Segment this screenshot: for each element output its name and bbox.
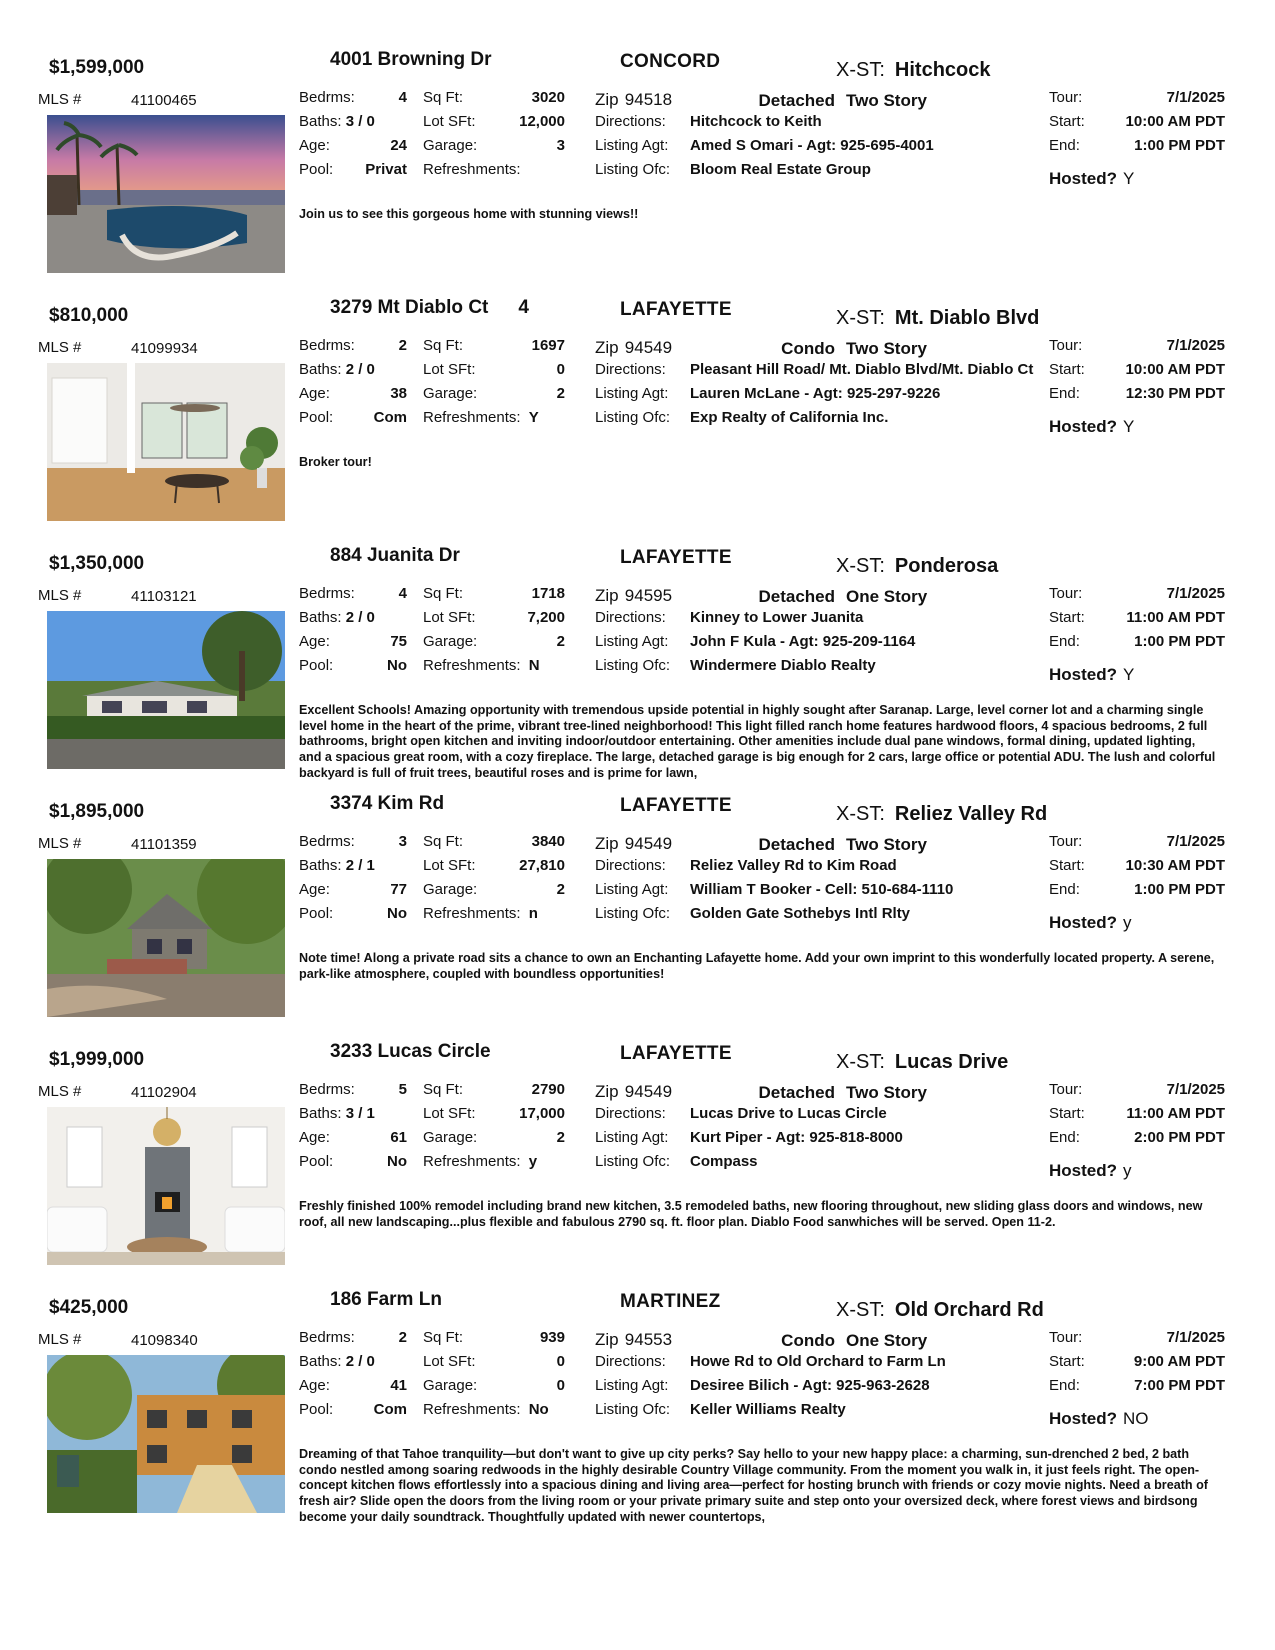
end-time: 1:00 PM PDT (1134, 137, 1225, 154)
listing-remarks: Broker tour! (299, 455, 372, 469)
cross-street (836, 555, 998, 578)
garage-label: Garage: (423, 137, 478, 154)
lot-label: Lot SFt: (423, 1105, 476, 1122)
zip-value: 94518 (624, 90, 673, 109)
cross-street (836, 1299, 1044, 1322)
mls-number: 41098340 (131, 1332, 198, 1349)
age-value: 61 (390, 1129, 407, 1146)
listing-city: MARTINEZ (620, 1291, 721, 1312)
listing-price: $810,000 (49, 305, 129, 326)
refreshments-label: Refreshments: n (423, 905, 538, 922)
tour-label: Tour: (1049, 585, 1083, 602)
listing-card (0, 293, 1275, 555)
age-value: 24 (390, 137, 407, 154)
agent-value: John F Kula - Agt: 925-209-1164 (690, 633, 916, 650)
directions-label: Directions: (595, 857, 666, 874)
end-label: End: (1049, 1377, 1080, 1394)
office-value: Keller Williams Realty (690, 1401, 846, 1418)
street-address: 186 Farm Ln (330, 1289, 442, 1310)
story-count: One Story (846, 587, 928, 606)
tour-date: 7/1/2025 (1166, 89, 1225, 106)
tour-label: Tour: (1049, 1081, 1083, 1098)
pool-dusk-photo[interactable] (47, 115, 285, 273)
agent-label: Listing Agt: (595, 1129, 669, 1146)
hosted-value: Y (1123, 169, 1135, 188)
property-type: Condo (781, 1331, 835, 1350)
directions-value: Howe Rd to Old Orchard to Farm Ln (690, 1353, 946, 1370)
street-address: 3233 Lucas Circle (330, 1041, 491, 1062)
listing-city: CONCORD (620, 51, 721, 72)
listing-price: $1,999,000 (49, 1049, 145, 1070)
lot-label: Lot SFt: (423, 113, 476, 130)
hosted-label: Hosted? (1049, 1409, 1117, 1428)
lot-label: Lot SFt: (423, 609, 476, 626)
zip-label: Zip 94549 (595, 1082, 673, 1101)
directions-value: Kinney to Lower Juanita (690, 609, 864, 626)
baths-label: Baths: 2 / 0 (299, 1353, 375, 1370)
property-type: Detached (758, 1083, 835, 1102)
sqft-value: 1718 (531, 585, 565, 602)
baths-label: Baths: 3 / 0 (299, 113, 375, 130)
end-time: 2:00 PM PDT (1134, 1129, 1225, 1146)
bedrooms-value: 4 (398, 585, 407, 602)
office-label: Listing Ofc: (595, 905, 671, 922)
age-value: 75 (390, 633, 407, 650)
listing-city: LAFAYETTE (620, 547, 732, 568)
agent-value: Lauren McLane - Agt: 925-297-9226 (690, 385, 941, 402)
age-label: Age: (299, 633, 330, 650)
hosted-label: Hosted? (1049, 913, 1117, 932)
pool-value: Privat (365, 161, 407, 178)
listing-price: $1,895,000 (49, 801, 145, 822)
baths-value: 2 / 0 (345, 609, 375, 626)
property-type: Detached (758, 835, 835, 854)
start-time: 9:00 AM PDT (1133, 1353, 1225, 1370)
lot-value: 7,200 (527, 609, 565, 626)
street-address: 3374 Kim Rd (330, 793, 445, 814)
end-label: End: (1049, 1129, 1080, 1146)
bedrooms-label: Bedrms: (299, 833, 355, 850)
refreshments-label: Refreshments: (423, 161, 521, 178)
listing-remarks: Freshly finished 100% remodel including brand new kitchen, 3.5 remodeled baths, new flooring throughout, new sliding glass doors and windows, new roof, all new landscaping...plus flexible and fabulous 2790 sq. ft. floor plan. Diablo Food sanwhiches will be served. Open 11-2. (299, 1199, 1203, 1229)
refreshments-label: Refreshments: y (423, 1153, 538, 1170)
bedrooms-label: Bedrms: (299, 1329, 355, 1346)
sqft-label: Sq Ft: (423, 1081, 464, 1098)
zip-label: Zip 94518 (595, 90, 673, 109)
office-label: Listing Ofc: (595, 1153, 671, 1170)
garage-label: Garage: (423, 1377, 478, 1394)
end-time: 7:00 PM PDT (1134, 1377, 1225, 1394)
listing-card (0, 45, 1275, 307)
pool-value: Com (373, 409, 407, 426)
mls-label: MLS # (38, 339, 82, 356)
baths-value: 3 / 0 (345, 113, 375, 130)
garage-value: 2 (556, 881, 565, 898)
listing-remarks: Join us to see this gorgeous home with stunning views!! (299, 207, 639, 221)
property-type: Condo (781, 339, 835, 358)
refreshments-value: Y (528, 409, 539, 426)
age-value: 38 (390, 385, 407, 402)
age-label: Age: (299, 881, 330, 898)
agent-label: Listing Agt: (595, 385, 669, 402)
sqft-value: 3020 (531, 89, 565, 106)
refreshments-label: Refreshments: N (423, 657, 540, 674)
agent-label: Listing Agt: (595, 633, 669, 650)
zip-value: 94595 (624, 586, 673, 605)
bedrooms-value: 5 (398, 1081, 407, 1098)
end-label: End: (1049, 385, 1080, 402)
office-label: Listing Ofc: (595, 657, 671, 674)
garage-value: 2 (556, 385, 565, 402)
story-count: Two Story (846, 91, 927, 110)
tour-label: Tour: (1049, 89, 1083, 106)
hosted-label: Hosted? (1049, 1161, 1117, 1180)
mls-number: 41099934 (131, 340, 198, 357)
hosted-value: y (1123, 913, 1132, 932)
start-time: 10:30 AM PDT (1125, 857, 1225, 874)
cross-street-value: Lucas Drive (894, 1051, 1009, 1073)
refreshments-value: y (528, 1153, 538, 1170)
refreshments-value: n (528, 905, 538, 922)
lot-value: 0 (556, 1353, 565, 1370)
tour-date: 7/1/2025 (1166, 1081, 1225, 1098)
property-type: Detached (758, 587, 835, 606)
mls-number: 41103121 (131, 588, 197, 605)
hosted-label: Hosted? (1049, 665, 1117, 684)
end-time: 1:00 PM PDT (1134, 881, 1225, 898)
cross-street-value: Old Orchard Rd (894, 1299, 1044, 1321)
story-count: Two Story (846, 339, 927, 358)
refreshments-label: Refreshments: Y (423, 409, 539, 426)
tour-label: Tour: (1049, 337, 1083, 354)
mls-number: 41100465 (131, 92, 197, 109)
cross-street-label: X-ST: (836, 555, 885, 577)
office-value: Exp Realty of California Inc. (690, 409, 889, 426)
listing-card (0, 789, 1275, 1051)
cross-street (836, 307, 1039, 330)
agent-value: Amed S Omari - Agt: 925-695-4001 (690, 137, 934, 154)
office-label: Listing Ofc: (595, 1401, 671, 1418)
bedrooms-value: 4 (398, 89, 407, 106)
baths-value: 3 / 1 (345, 1105, 375, 1122)
ranch-exterior-photo[interactable] (47, 611, 285, 769)
listing-price: $1,599,000 (49, 57, 145, 78)
directions-label: Directions: (595, 1353, 666, 1370)
pool-label: Pool: (299, 657, 334, 674)
end-label: End: (1049, 137, 1080, 154)
baths-value: 2 / 1 (345, 857, 375, 874)
agent-value: Desiree Bilich - Agt: 925-963-2628 (690, 1377, 930, 1394)
listing-address[interactable] (330, 793, 580, 815)
age-value: 77 (390, 881, 407, 898)
pool-label: Pool: (299, 905, 334, 922)
hosted-value: Y (1123, 417, 1135, 436)
hosted-indicator (1049, 169, 1134, 189)
sqft-label: Sq Ft: (423, 89, 464, 106)
sqft-label: Sq Ft: (423, 833, 464, 850)
unit-number: 4 (518, 297, 529, 318)
sqft-value: 3840 (531, 833, 565, 850)
start-label: Start: (1049, 113, 1085, 130)
cross-street (836, 803, 1047, 826)
baths-label: Baths: 2 / 0 (299, 609, 375, 626)
garage-value: 2 (556, 633, 565, 650)
cross-street-label: X-ST: (836, 1299, 885, 1321)
zip-value: 94549 (624, 338, 673, 357)
listing-card (0, 1285, 1275, 1547)
mls-number: 41101359 (131, 836, 197, 853)
listing-city: LAFAYETTE (620, 299, 732, 320)
pool-label: Pool: (299, 409, 334, 426)
cross-street-value: Reliez Valley Rd (894, 803, 1048, 825)
sqft-label: Sq Ft: (423, 337, 464, 354)
story-count: One Story (846, 1331, 928, 1350)
listing-remarks: Dreaming of that Tahoe tranquility—but don't want to give up city perks? Say hello to your new happy place: a charming, sun-drenched 2 bed, 2 bath condo nestled among soaring redwoods in the highly desirable Country Village community. From the moment you walk in, it just feels right. The open-concept kitchen flows effortlessly into a spacious dining and living area—perfect for hosting brunch with friends or cozy movie nights. Need a breath of fresh air? Slide open the doors from the living room or your private primary suite and step onto your oversized deck, where forest views and birdsong become your daily soundtrack. Thoughtfully updated with newer countertops, (299, 1447, 1208, 1524)
zip-value: 94549 (624, 834, 673, 853)
baths-label: Baths: 3 / 1 (299, 1105, 375, 1122)
agent-value: Kurt Piper - Agt: 925-818-8000 (690, 1129, 903, 1146)
cross-street-label: X-ST: (836, 59, 885, 81)
cross-street-value: Hitchcock (894, 59, 991, 81)
start-label: Start: (1049, 1105, 1085, 1122)
tour-date: 7/1/2025 (1166, 337, 1225, 354)
start-label: Start: (1049, 1353, 1085, 1370)
garage-value: 3 (556, 137, 565, 154)
lot-value: 17,000 (519, 1105, 565, 1122)
hosted-value: Y (1123, 665, 1135, 684)
office-value: Windermere Diablo Realty (690, 657, 876, 674)
mls-label: MLS # (38, 1083, 82, 1100)
directions-value: Hitchcock to Keith (690, 113, 822, 130)
baths-label: Baths: 2 / 1 (299, 857, 375, 874)
refreshments-value: N (528, 657, 540, 674)
directions-value: Reliez Valley Rd to Kim Road (690, 857, 897, 874)
zip-label: Zip 94595 (595, 586, 673, 605)
office-label: Listing Ofc: (595, 161, 671, 178)
mls-label: MLS # (38, 587, 82, 604)
living-fireplace-photo[interactable] (47, 1107, 285, 1265)
sqft-value: 2790 (531, 1081, 565, 1098)
end-label: End: (1049, 881, 1080, 898)
listing-price: $425,000 (49, 1297, 129, 1318)
hosted-indicator (1049, 665, 1134, 685)
cross-street-value: Ponderosa (894, 555, 999, 577)
cross-street-value: Mt. Diablo Blvd (894, 307, 1040, 329)
directions-label: Directions: (595, 609, 666, 626)
listing-card (0, 541, 1275, 803)
street-address: 4001 Browning Dr (330, 49, 492, 70)
mls-label: MLS # (38, 91, 82, 108)
hosted-indicator (1049, 1161, 1132, 1181)
interior-dining-photo[interactable] (47, 363, 285, 521)
listing-address[interactable] (330, 297, 580, 319)
pool-value: No (387, 1153, 407, 1170)
refreshments-label: Refreshments: No (423, 1401, 549, 1418)
agent-label: Listing Agt: (595, 1377, 669, 1394)
garage-label: Garage: (423, 633, 478, 650)
lot-label: Lot SFt: (423, 361, 476, 378)
agent-label: Listing Agt: (595, 137, 669, 154)
tour-date: 7/1/2025 (1166, 833, 1225, 850)
story-count: Two Story (846, 1083, 927, 1102)
condo-complex-photo[interactable] (47, 1355, 285, 1513)
age-value: 41 (390, 1377, 407, 1394)
office-value: Golden Gate Sothebys Intl Rlty (690, 905, 911, 922)
directions-label: Directions: (595, 113, 666, 130)
baths-label: Baths: 2 / 0 (299, 361, 375, 378)
wooded-home-photo[interactable] (47, 859, 285, 1017)
agent-value: William T Booker - Cell: 510-684-1110 (690, 881, 954, 898)
bedrooms-label: Bedrms: (299, 585, 355, 602)
age-label: Age: (299, 1129, 330, 1146)
age-label: Age: (299, 137, 330, 154)
cross-street-label: X-ST: (836, 803, 885, 825)
bedrooms-label: Bedrms: (299, 89, 355, 106)
office-value: Bloom Real Estate Group (690, 161, 871, 178)
directions-label: Directions: (595, 1105, 666, 1122)
sqft-label: Sq Ft: (423, 585, 464, 602)
zip-label: Zip 94549 (595, 834, 673, 853)
hosted-indicator (1049, 913, 1132, 933)
pool-label: Pool: (299, 1401, 334, 1418)
tour-label: Tour: (1049, 1329, 1083, 1346)
age-label: Age: (299, 1377, 330, 1394)
start-time: 11:00 AM PDT (1126, 1105, 1225, 1122)
baths-value: 2 / 0 (345, 1353, 375, 1370)
listing-city: LAFAYETTE (620, 1043, 732, 1064)
agent-label: Listing Agt: (595, 881, 669, 898)
start-label: Start: (1049, 361, 1085, 378)
age-label: Age: (299, 385, 330, 402)
pool-value: No (387, 905, 407, 922)
lot-label: Lot SFt: (423, 857, 476, 874)
mls-number: 41102904 (131, 1084, 197, 1101)
listing-address[interactable] (330, 545, 580, 567)
lot-value: 12,000 (519, 113, 565, 130)
sqft-label: Sq Ft: (423, 1329, 464, 1346)
hosted-value: y (1123, 1161, 1132, 1180)
start-time: 10:00 AM PDT (1125, 361, 1225, 378)
pool-value: No (387, 657, 407, 674)
office-label: Listing Ofc: (595, 409, 671, 426)
bedrooms-label: Bedrms: (299, 337, 355, 354)
tour-label: Tour: (1049, 833, 1083, 850)
cross-street-label: X-ST: (836, 1051, 885, 1073)
garage-label: Garage: (423, 385, 478, 402)
tour-date: 7/1/2025 (1166, 1329, 1225, 1346)
hosted-label: Hosted? (1049, 417, 1117, 436)
cross-street (836, 59, 991, 82)
lot-value: 27,810 (519, 857, 565, 874)
directions-value: Pleasant Hill Road/ Mt. Diablo Blvd/Mt. Diablo Ct (690, 361, 1034, 378)
hosted-label: Hosted? (1049, 169, 1117, 188)
listing-card (0, 1037, 1275, 1299)
start-time: 11:00 AM PDT (1126, 609, 1225, 626)
garage-label: Garage: (423, 881, 478, 898)
directions-label: Directions: (595, 361, 666, 378)
garage-label: Garage: (423, 1129, 478, 1146)
property-type: Detached (758, 91, 835, 110)
start-time: 10:00 AM PDT (1125, 113, 1225, 130)
listing-price: $1,350,000 (49, 553, 145, 574)
mls-label: MLS # (38, 835, 82, 852)
zip-value: 94549 (624, 1082, 673, 1101)
garage-value: 0 (556, 1377, 565, 1394)
street-address: 3279 Mt Diablo Ct (330, 297, 489, 318)
end-time: 1:00 PM PDT (1134, 633, 1225, 650)
street-address: 884 Juanita Dr (330, 545, 460, 566)
zip-label: Zip 94553 (595, 1330, 673, 1349)
cross-street-label: X-ST: (836, 307, 885, 329)
bedrooms-value: 3 (398, 833, 407, 850)
story-count: Two Story (846, 835, 927, 854)
garage-value: 2 (556, 1129, 565, 1146)
office-value: Compass (690, 1153, 758, 1170)
lot-label: Lot SFt: (423, 1353, 476, 1370)
listing-address[interactable] (330, 1289, 580, 1311)
listing-city: LAFAYETTE (620, 795, 732, 816)
bedrooms-label: Bedrms: (299, 1081, 355, 1098)
mls-label: MLS # (38, 1331, 82, 1348)
end-time: 12:30 PM PDT (1125, 385, 1225, 402)
listing-remarks: Note time! Along a private road sits a chance to own an Enchanting Lafayette home. Add your own imprint to this wonderfully located property. A serene, park-like atmosphere, coupled with boundless opportunities! (299, 951, 1215, 981)
zip-label: Zip 94549 (595, 338, 673, 357)
pool-label: Pool: (299, 1153, 334, 1170)
pool-label: Pool: (299, 161, 334, 178)
start-label: Start: (1049, 609, 1085, 626)
listing-address[interactable] (330, 49, 580, 71)
end-label: End: (1049, 633, 1080, 650)
bedrooms-value: 2 (398, 337, 407, 354)
baths-value: 2 / 0 (345, 361, 375, 378)
hosted-indicator (1049, 1409, 1149, 1429)
zip-value: 94553 (624, 1330, 673, 1349)
hosted-value: NO (1123, 1409, 1149, 1428)
start-label: Start: (1049, 857, 1085, 874)
sqft-value: 939 (539, 1329, 565, 1346)
tour-date: 7/1/2025 (1166, 585, 1225, 602)
cross-street (836, 1051, 1008, 1074)
lot-value: 0 (556, 361, 565, 378)
bedrooms-value: 2 (398, 1329, 407, 1346)
sqft-value: 1697 (531, 337, 565, 354)
listing-address[interactable] (330, 1041, 580, 1063)
listing-remarks: Excellent Schools! Amazing opportunity with tremendous upside potential in highly sought after Saranap. Large, level corner lot and a charming single level home in the heart of the prime, vibrant tree-lined neighborhood! This light filled ranch home features hardwood floors, 4 spacious bedrooms, 2 full bathrooms, bright open kitchen and inviting indoor/outdoor entertaining. Other amenities include dual pane windows, formal dining, updated lighting, and a spacious great room, with a cozy fireplace. The large, detached garage is big enough for 2 cars, large office or potential ADU. The lush and colorful backyard is full of fruit trees, beautiful roses and is prime for lawn, (299, 703, 1216, 780)
pool-value: Com (373, 1401, 407, 1418)
hosted-indicator (1049, 417, 1134, 437)
refreshments-value: No (528, 1401, 549, 1418)
directions-value: Lucas Drive to Lucas Circle (690, 1105, 887, 1122)
